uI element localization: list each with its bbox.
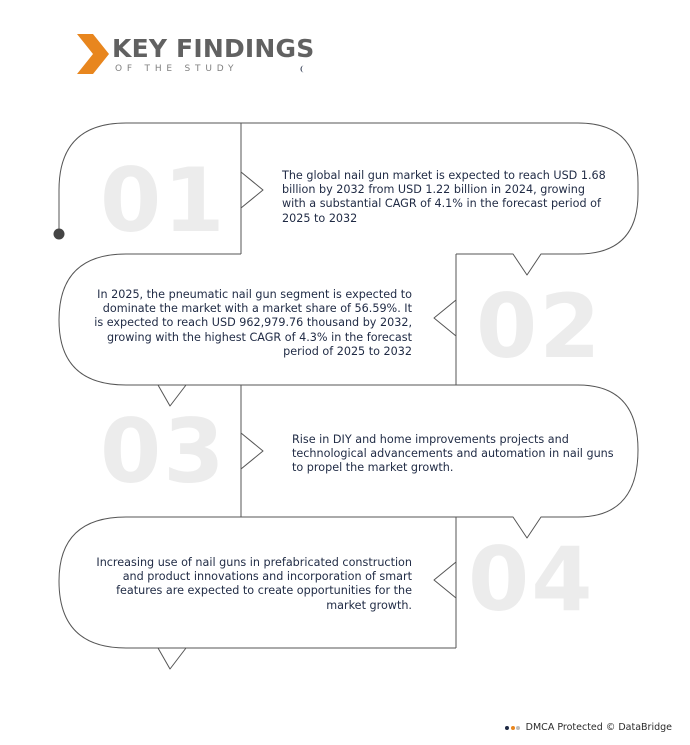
finding-text-03: Rise in DIY and home improvements projects and technological advancements and automation in nail guns to propel the market growth. xyxy=(292,433,614,475)
page-subtitle: OF THE STUDY xyxy=(115,64,239,74)
finding-number-04: 04 xyxy=(468,528,595,631)
notch-arrow-01 xyxy=(241,172,263,208)
dmca-footer[interactable] xyxy=(505,722,672,733)
finding-text-01: The global nail gun market is expected to reach USD 1.68 billion by 2032 from USD 1.22 billion in 2024, growing with a substantial CAGR of 4.1% in the forecast period of 2025 to 2032 xyxy=(282,169,606,225)
finding-number-03: 03 xyxy=(100,400,227,503)
dmca-text: DMCA Protected © DataBridge xyxy=(525,722,672,733)
finding-number-02: 02 xyxy=(476,275,603,378)
finding-text-02: In 2025, the pneumatic nail gun segment is expected to dominate the market with a market share of 56.59%. It is expected to reach USD 962,979.76 thousand by 2032, growing with the highest CAGR of 4.3% in the forecast period of 2025 to 2032 xyxy=(94,288,412,358)
notch-arrow-02 xyxy=(434,300,456,336)
notch-arrow-04 xyxy=(434,562,456,598)
finding-text-04: Increasing use of nail guns in prefabricated construction and product innovations and incorporation of smart features are expected to create opportunities for the market growth. xyxy=(96,556,412,612)
notch-arrow-03 xyxy=(241,433,263,469)
start-dot xyxy=(54,229,65,240)
brand-dots-icon xyxy=(505,722,522,733)
page-title: KEY FINDINGS xyxy=(112,34,315,63)
finding-number-01: 01 xyxy=(100,149,227,252)
